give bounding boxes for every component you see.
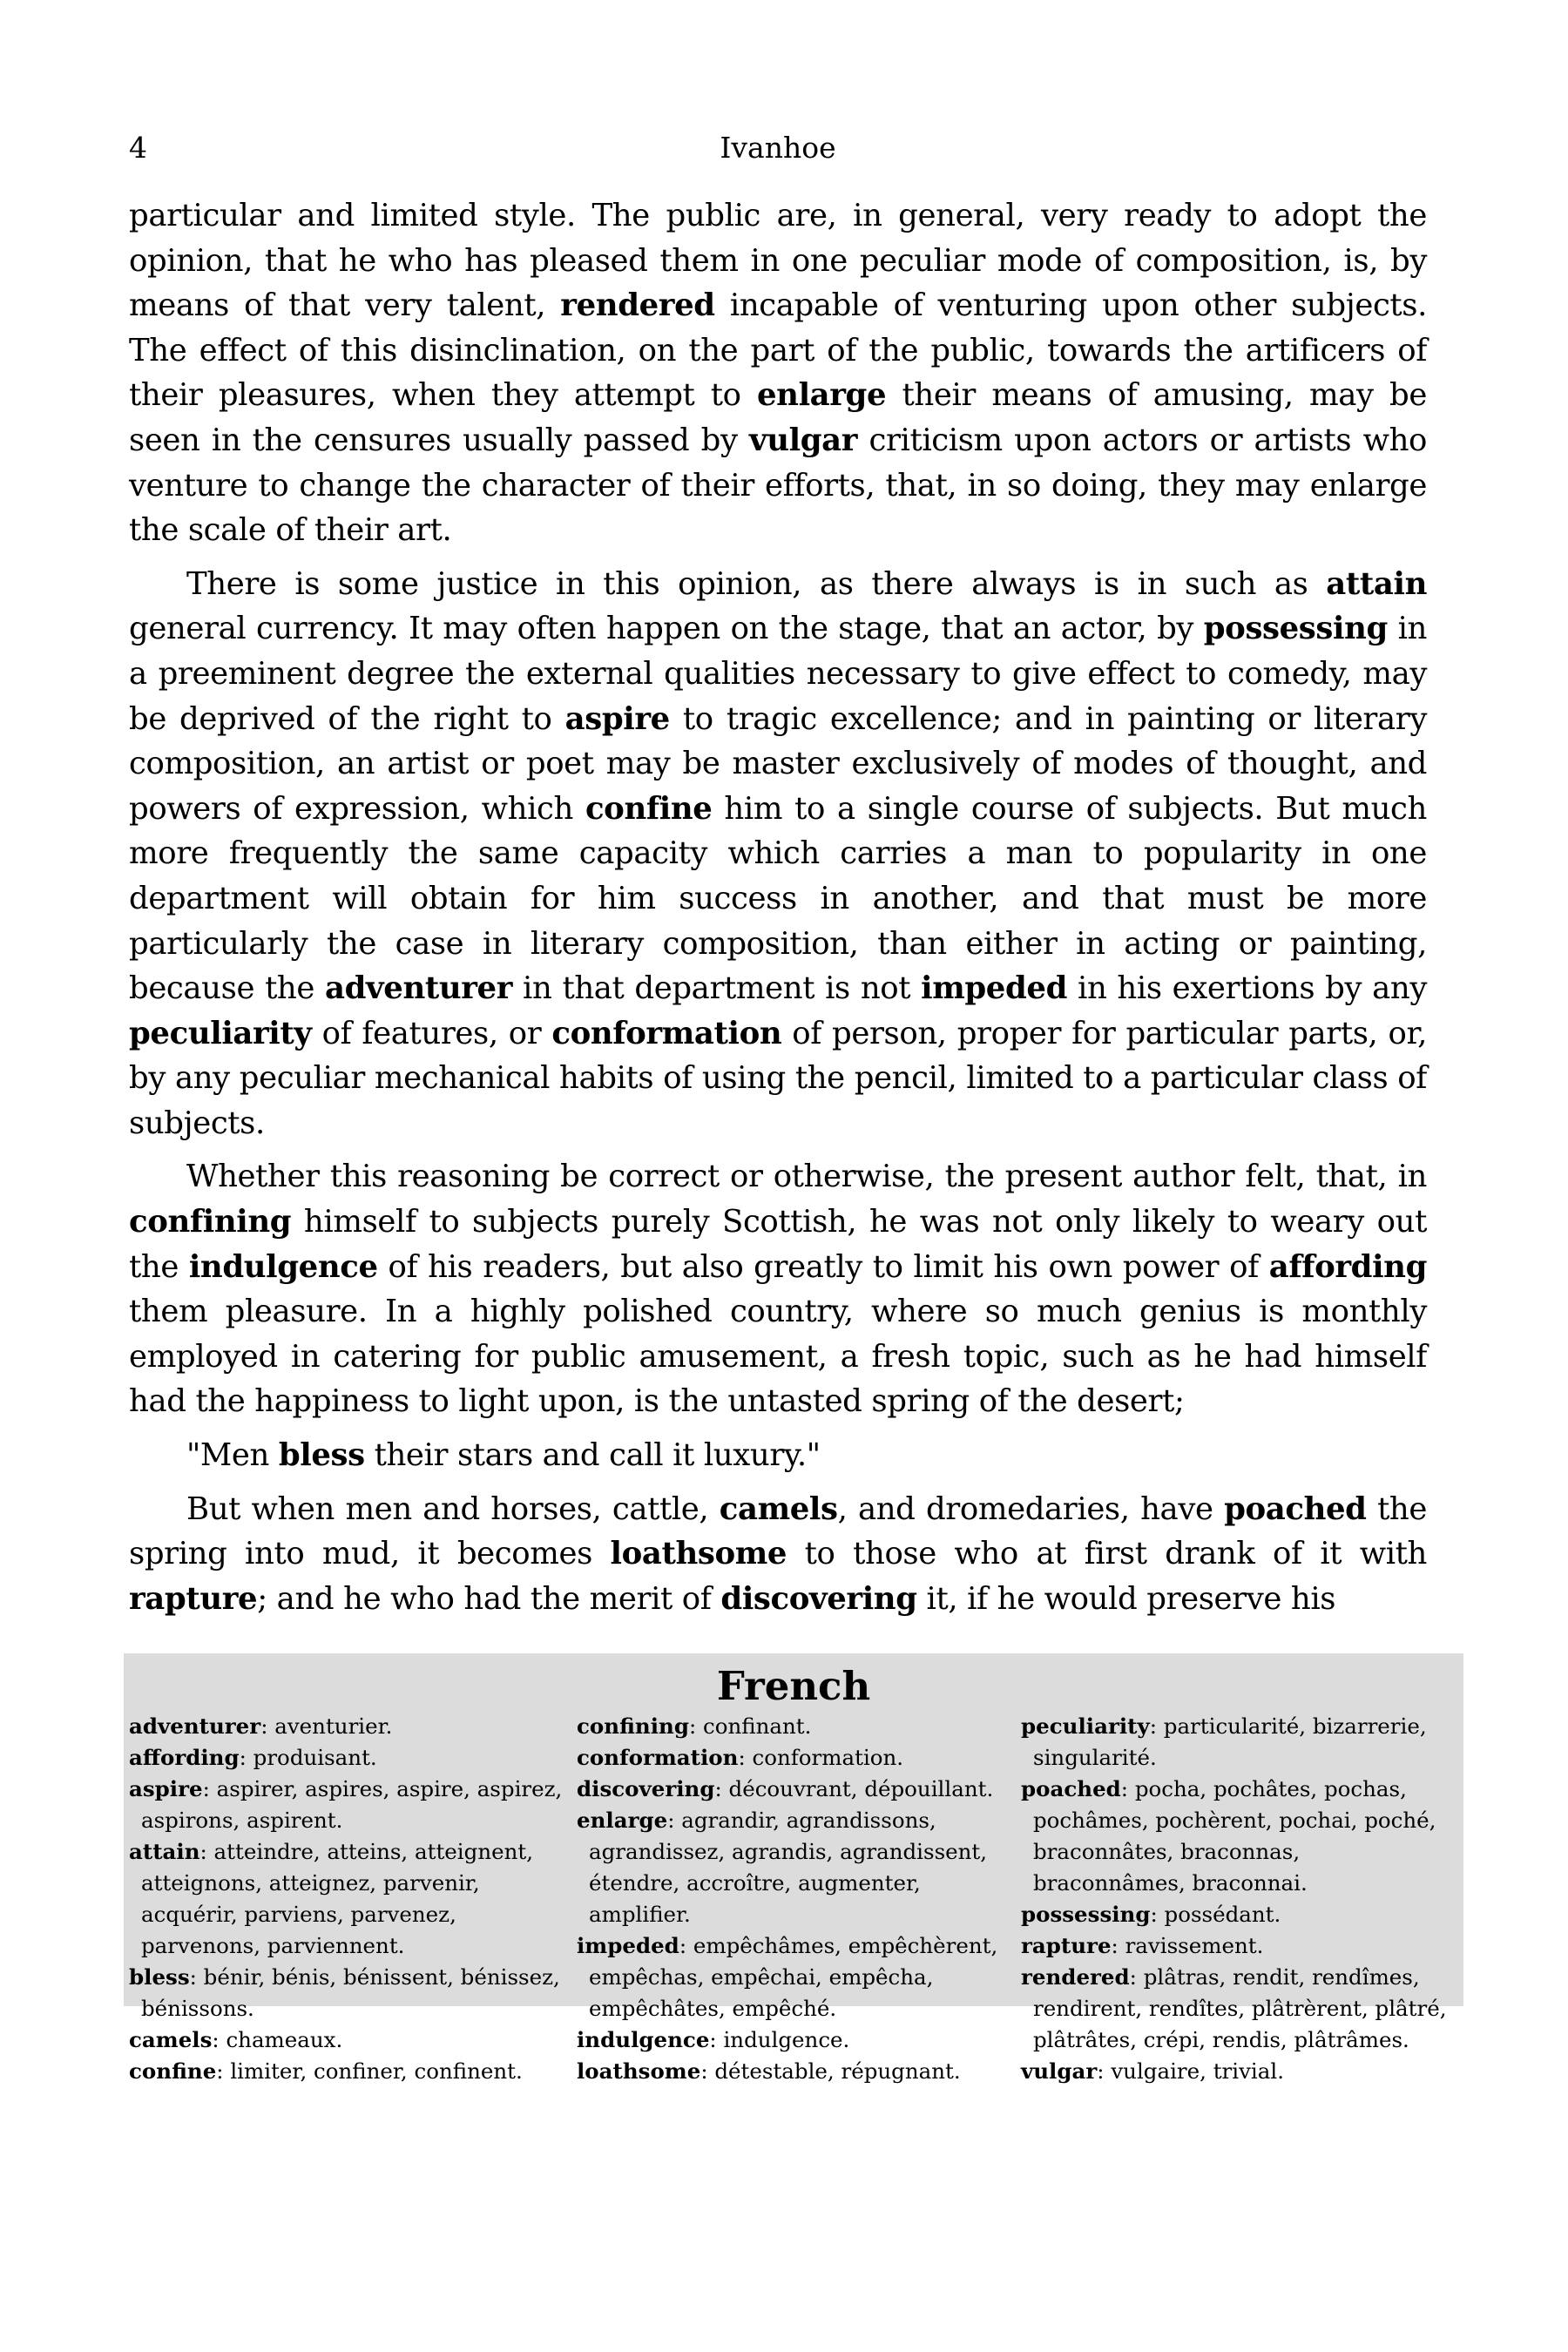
glossary-term: vulgar xyxy=(1021,2058,1098,2084)
vocab-word: loathsome xyxy=(610,1536,787,1572)
body-paragraph: But when men and horses, cattle, camels, and dromedaries, have poached the spring into mud, it becomes loathsome to those who at first drank of it with rapture; and he who had the merit of discovering it, if he would preserve his xyxy=(129,1490,1428,1617)
body-paragraph: "Men bless their stars and call it luxury." xyxy=(186,1437,821,1474)
glossary-column xyxy=(1021,1711,1456,2087)
glossary-term: poached xyxy=(1021,1776,1121,1801)
glossary-entry: camels: chameaux. xyxy=(129,2027,343,2052)
glossary-entry: enlarge: agrandir, agrandissons, agrandissez, agrandis, agrandissent, étendre, accroître, augmenter, amplifier. xyxy=(577,1808,988,1927)
glossary-entry: possessing: possédant. xyxy=(1021,1902,1281,1927)
glossary-term: bless xyxy=(129,1964,190,1990)
glossary-term: impeded xyxy=(577,1933,679,1958)
vocab-word: camels xyxy=(719,1490,838,1527)
vocab-word: confine xyxy=(585,790,713,827)
vocab-word: discovering xyxy=(720,1580,917,1617)
page-number: 4 xyxy=(129,131,147,165)
vocab-word: peculiarity xyxy=(129,1015,312,1051)
body-paragraph: Whether this reasoning be correct or otherwise, the present author felt, that, in confining himself to subjects purely Scottish, he was not only likely to weary out the indulgence of his readers, but also greatly to limit his own power of affording them pleasure. In a highly polished country, where so much genius is monthly employed in catering for public amusement, a fresh topic, such as he had himself had the happiness to light upon, is the untasted spring of the desert; xyxy=(129,1159,1428,1420)
vocab-word: indulgence xyxy=(188,1248,378,1285)
glossary-entry: poached: pocha, pochâtes, pochas, pochâmes, pochèrent, pochai, poché, braconnâtes, braconnas, braconnâmes, braconnai. xyxy=(1021,1776,1436,1896)
vocab-word: confining xyxy=(129,1204,292,1240)
body-text xyxy=(129,193,1427,1630)
page-header xyxy=(129,131,1427,174)
glossary-term: aspire xyxy=(129,1776,203,1801)
vocab-word: poached xyxy=(1224,1490,1367,1527)
glossary-term: adventurer xyxy=(129,1713,261,1739)
glossary-entry: confining: confinant. xyxy=(577,1713,812,1739)
vocab-word: enlarge xyxy=(756,377,887,414)
glossary-term: rendered xyxy=(1021,1964,1130,1990)
glossary-entry: vulgar: vulgaire, trivial. xyxy=(1021,2058,1284,2084)
glossary-entry: adventurer: aventurier. xyxy=(129,1713,393,1739)
glossary-box xyxy=(124,1653,1463,2084)
glossary-term: loathsome xyxy=(577,2058,701,2084)
glossary-term: conformation xyxy=(577,1745,739,1770)
glossary-title: French xyxy=(716,1663,871,1709)
glossary-entry: loathsome: détestable, répugnant. xyxy=(577,2058,961,2084)
vocab-word: vulgar xyxy=(749,422,858,458)
glossary-entry: peculiarity: particularité, bizarrerie, singularité. xyxy=(1021,1713,1427,1770)
glossary-entry: impeded: empêchâmes, empêchèrent, empêchas, empêchai, empêcha, empêchâtes, empêché. xyxy=(577,1933,998,2021)
glossary-term: confining xyxy=(577,1713,689,1739)
glossary-term: camels xyxy=(129,2027,213,2052)
vocab-word: affording xyxy=(1268,1248,1428,1285)
glossary-term: indulgence xyxy=(577,2027,710,2052)
glossary-entry: attain: atteindre, atteins, atteignent, atteignons, atteignez, parvenir, acquérir, parviens, parvenez, parvenons, parviennent. xyxy=(129,1839,534,1958)
glossary-term: affording xyxy=(129,1745,240,1770)
glossary-term: peculiarity xyxy=(1021,1713,1150,1739)
glossary-columns xyxy=(124,1711,1463,2087)
glossary-column xyxy=(129,1711,577,2087)
glossary-entry: rendered: plâtras, rendit, rendîmes, rendirent, rendîtes, plâtrèrent, plâtré, plâtrâtes, crépi, rendis, plâtrâmes. xyxy=(1021,1964,1447,2052)
glossary-entry: indulgence: indulgence. xyxy=(577,2027,850,2052)
book-title: Ivanhoe xyxy=(720,131,836,165)
vocab-word: rendered xyxy=(560,287,715,324)
glossary-term: attain xyxy=(129,1839,200,1864)
glossary-term: discovering xyxy=(577,1776,715,1801)
glossary-term: confine xyxy=(129,2058,217,2084)
glossary-term: rapture xyxy=(1021,1933,1112,1958)
vocab-word: adventurer xyxy=(325,970,513,1007)
glossary-term: possessing xyxy=(1021,1902,1151,1927)
vocab-word: rapture xyxy=(129,1580,258,1617)
glossary-entry: confine: limiter, confiner, confinent. xyxy=(129,2058,523,2084)
glossary-entry: rapture: ravissement. xyxy=(1021,1933,1264,1958)
glossary-entry: discovering: découvrant, dépouillant. xyxy=(577,1776,994,1801)
glossary-entry: aspire: aspirer, aspires, aspire, aspirez, aspirons, aspirent. xyxy=(129,1776,563,1833)
vocab-word: conformation xyxy=(551,1015,782,1051)
glossary-term: enlarge xyxy=(577,1808,668,1833)
vocab-word: attain xyxy=(1326,565,1427,602)
vocab-word: possessing xyxy=(1203,611,1388,647)
glossary-column xyxy=(577,1711,1021,2087)
vocab-word: impeded xyxy=(921,970,1068,1007)
glossary-entry: affording: produisant. xyxy=(129,1745,377,1770)
glossary-entry: conformation: conformation. xyxy=(577,1745,904,1770)
body-paragraph: particular and limited style. The public are, in general, very ready to adopt the opinion, that he who has pleased them in one peculiar mode of composition, is, by means of that very talent, rendered incapable of venturing upon other subjects. The effect of this disinclination, on the part of the public, towards the artificers of their pleasures, when they attempt to enlarge their means of amusing, may be seen in the censures usually passed by vulgar criticism upon actors or artists who venture to change the character of their efforts, that, in so doing, they may enlarge the scale of their art. xyxy=(129,198,1428,549)
glossary-entry: bless: bénir, bénis, bénissent, bénissez, bénissons. xyxy=(129,1964,560,2021)
vocab-word: aspire xyxy=(564,700,670,737)
body-paragraph: There is some justice in this opinion, as there always is in such as attain general currency. It may often happen on the stage, that an actor, by possessing in a preeminent degree the external qualities necessary to give effect to comedy, may be deprived of the right to aspire to tragic excellence; and in painting or literary composition, an artist or poet may be master exclusively of modes of thought, and powers of expression, which confine him to a single course of subjects. But much more frequently the same capacity which carries a man to popularity in one department will obtain for him success in another, and that must be more particularly the case in literary composition, than either in acting or painting, because the adventurer in that department is not impeded in his exertions by any peculiarity of features, or conformation of person, proper for particular parts, or, by any peculiar mechanical habits of using the pencil, limited to a particular class of subjects. xyxy=(129,565,1427,1141)
vocab-word: bless xyxy=(278,1437,365,1474)
